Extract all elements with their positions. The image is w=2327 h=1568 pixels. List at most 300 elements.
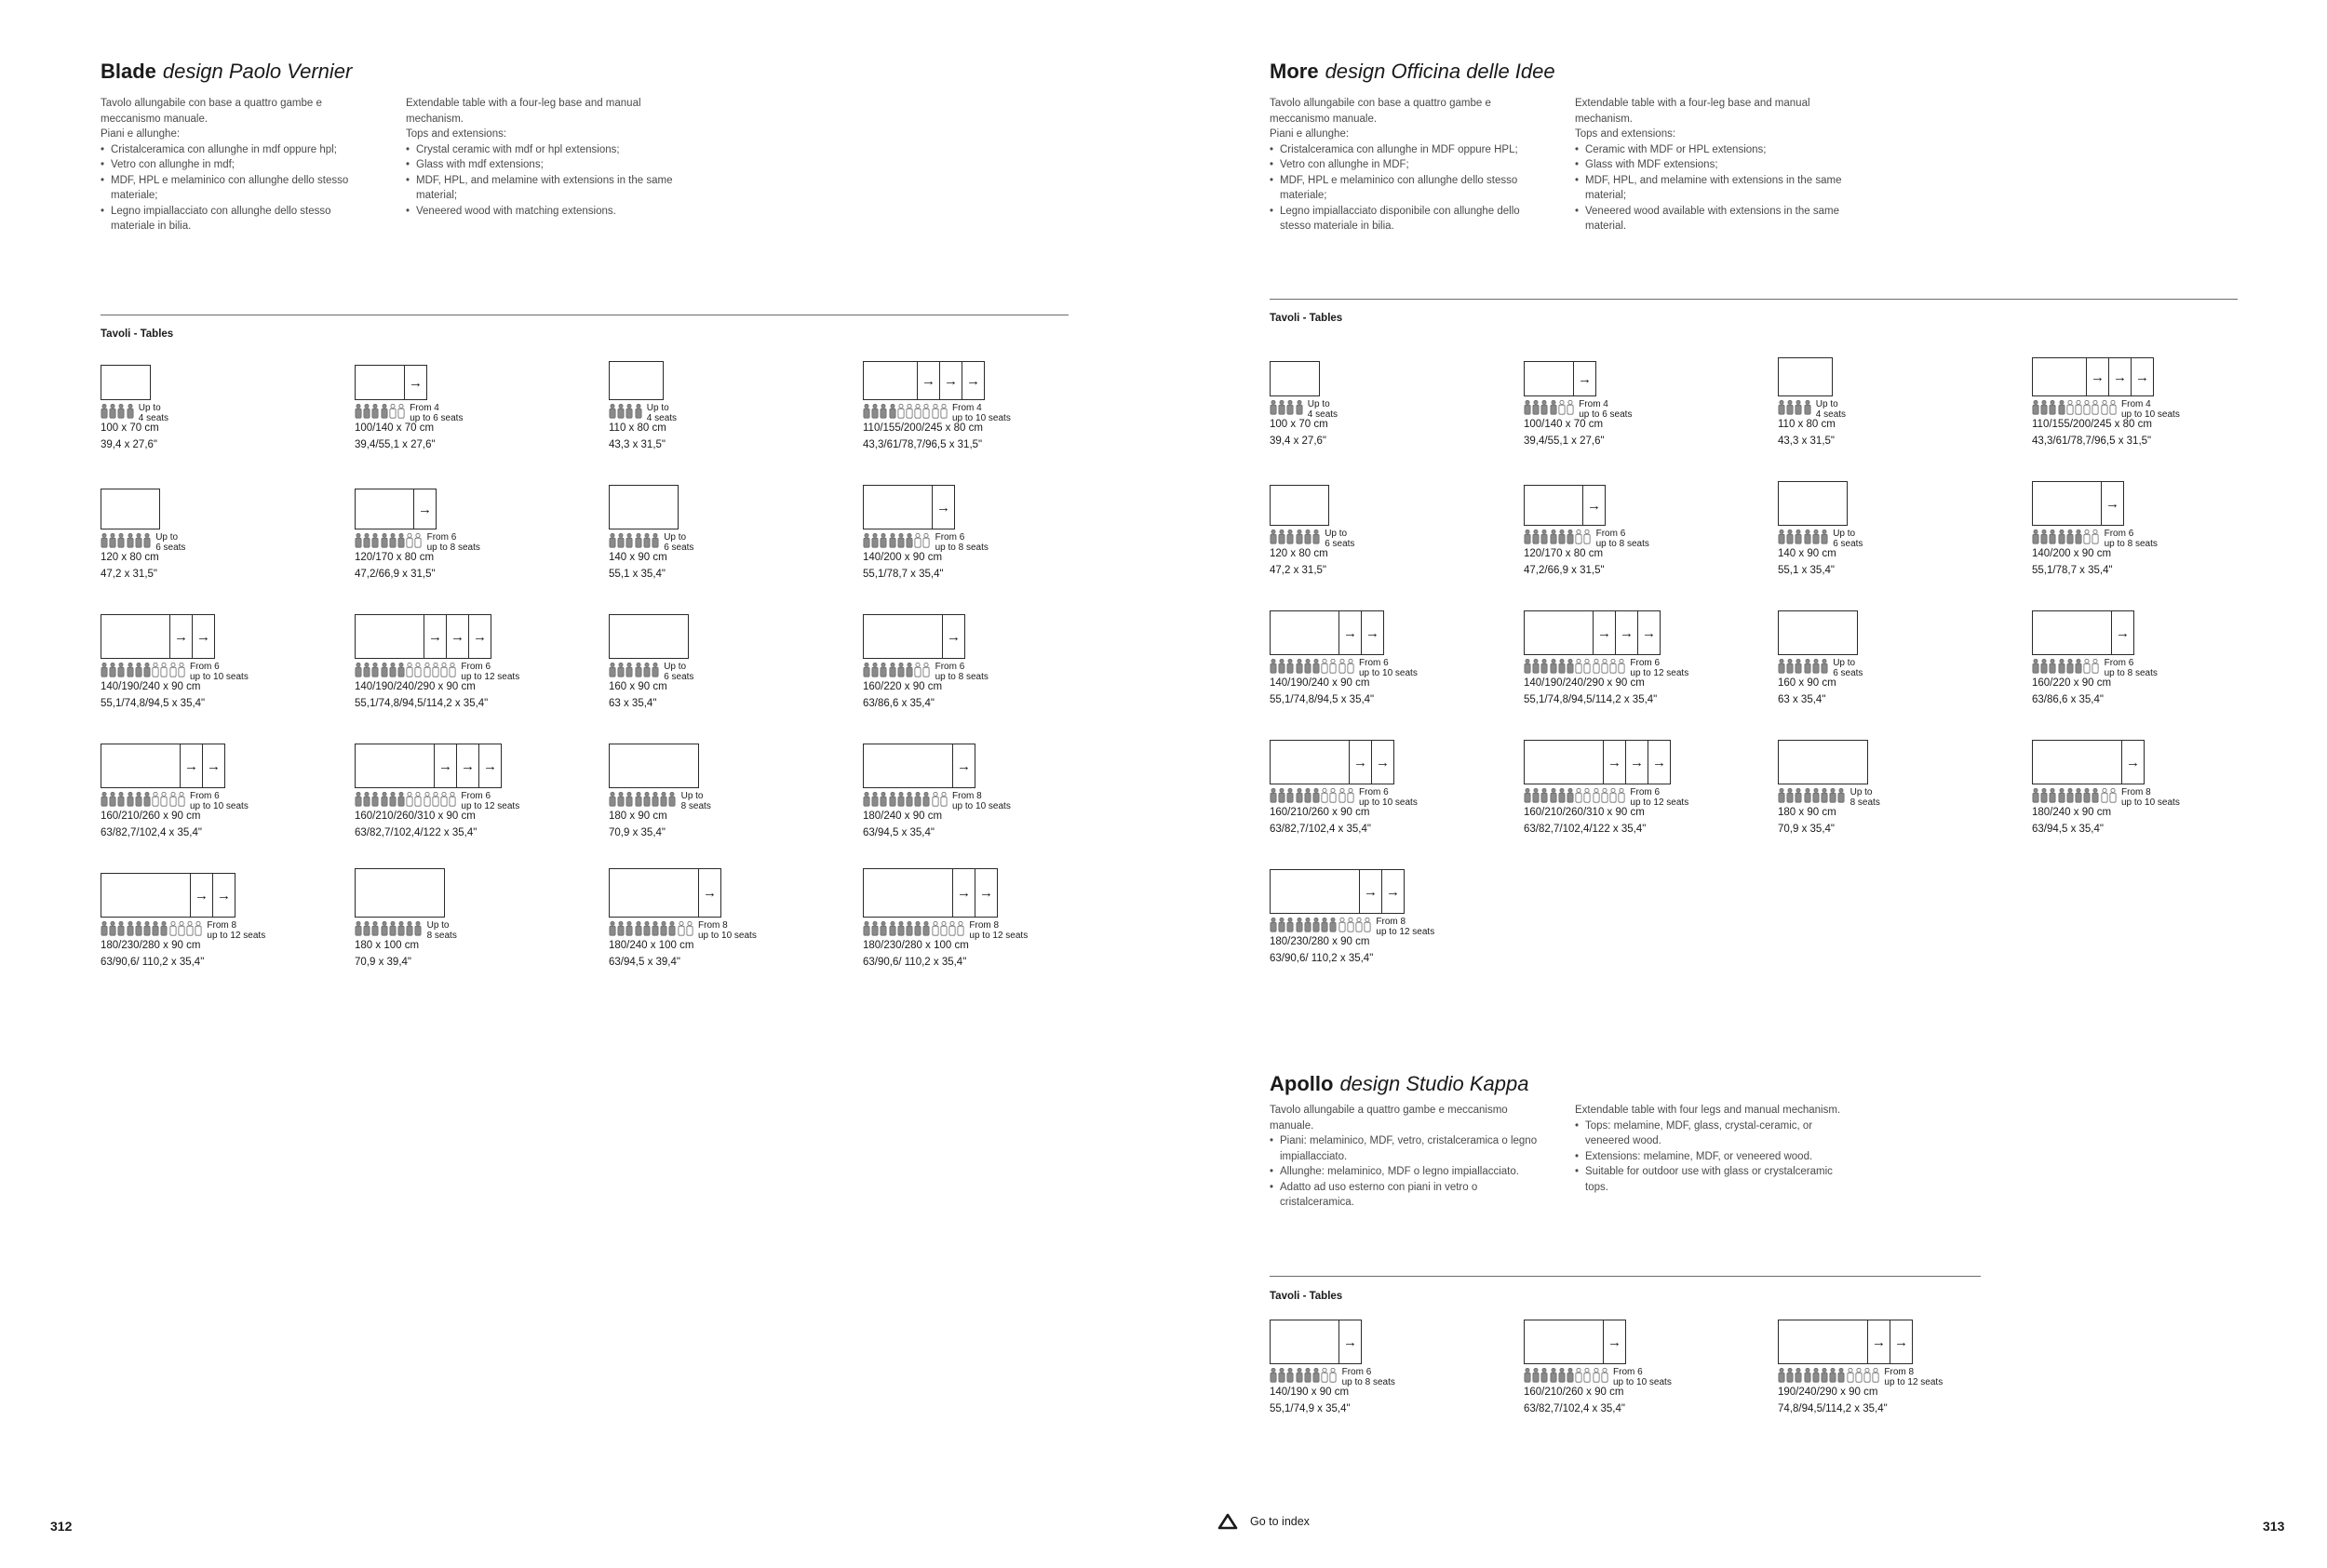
dimension-inch: 43,3/61/78,7/96,5 x 31,5" xyxy=(2032,436,2152,447)
table-top xyxy=(355,614,424,659)
extension-arrow-icon: → xyxy=(2122,740,2145,784)
seat-capacity-line: up to 8 seats xyxy=(1595,539,1649,549)
seat-capacity-line: up to 6 seats xyxy=(1579,409,1633,420)
desc-bullet: • Legno impiallacciato disponibile con allunghe dello stesso materiale in bilia. xyxy=(1270,204,1540,235)
seat-icon xyxy=(2083,400,2091,415)
seat-icon xyxy=(1786,400,1794,415)
seat-capacity-line: up to 8 seats xyxy=(2104,668,2158,678)
seat-icon xyxy=(1355,918,1363,932)
seat-icon xyxy=(880,663,887,677)
seat-icon xyxy=(2040,659,2048,674)
seat-icon xyxy=(609,921,616,936)
seat-capacity-line: Up to xyxy=(1833,529,1856,539)
dimension-cm: 140/190/240/290 x 90 cm xyxy=(1524,677,1645,689)
extension-arrow-icon: → xyxy=(1372,740,1394,784)
seat-icon xyxy=(381,663,388,677)
dimension-cm: 100 x 70 cm xyxy=(1270,419,1328,430)
seat-icon xyxy=(906,663,913,677)
seat-icon xyxy=(652,921,659,936)
seat-capacity-label xyxy=(2121,399,2180,420)
extension-arrow-icon: → xyxy=(457,744,479,788)
table-top xyxy=(355,868,445,918)
seat-icon xyxy=(152,921,159,936)
desc-bullet: • Vetro con allunghe in mdf; xyxy=(101,157,370,173)
seat-icons xyxy=(863,792,948,807)
product-name: Apollo xyxy=(1270,1072,1334,1095)
table-top xyxy=(1270,1320,1339,1364)
seat-capacity-line: Up to xyxy=(138,403,161,413)
seat-icon xyxy=(432,663,439,677)
seat-icon xyxy=(1270,918,1277,932)
seat-icons xyxy=(355,663,456,677)
seat-capacity-line: 4 seats xyxy=(646,413,678,423)
table-top xyxy=(1270,740,1350,784)
seat-icon xyxy=(389,921,397,936)
extension-arrow-icon: → xyxy=(405,365,427,400)
dimension-inch: 63 x 35,4" xyxy=(609,698,657,709)
seat-icon xyxy=(678,921,685,936)
seat-capacity-line: Up to xyxy=(1307,399,1330,409)
seat-icon xyxy=(178,792,185,807)
dimension-cm: 180/240 x 90 cm xyxy=(863,811,943,822)
seat-capacity-line: up to 8 seats xyxy=(426,543,480,553)
extension-arrow-icon: → xyxy=(213,873,235,918)
desc-line: Tops and extensions: xyxy=(406,128,507,140)
seat-icon xyxy=(643,792,651,807)
seat-icon xyxy=(397,921,405,936)
seat-icon xyxy=(414,792,422,807)
seat-icon xyxy=(397,533,405,548)
seat-icon xyxy=(660,921,667,936)
table-top xyxy=(863,614,943,659)
seat-capacity-line: up to 12 seats xyxy=(461,801,520,811)
triangle-icon xyxy=(1217,1513,1238,1530)
seat-icons xyxy=(101,921,202,936)
seat-icon xyxy=(1296,788,1303,803)
seat-capacity-line: From 6 xyxy=(426,532,457,543)
dimension-inch: 63/94,5 x 39,4" xyxy=(609,957,680,968)
seat-icon xyxy=(1304,918,1311,932)
extension-arrow-icon: → xyxy=(191,873,213,918)
desc-bullet: • Cristalceramica con allunghe in mdf oppure hpl; xyxy=(101,142,370,158)
seat-icon xyxy=(152,663,159,677)
seat-icon xyxy=(1312,918,1320,932)
seat-capacity-line: From 4 xyxy=(410,403,439,413)
table-top xyxy=(1524,740,1604,784)
table-top xyxy=(355,489,414,529)
dimension-inch: 43,3/61/78,7/96,5 x 31,5" xyxy=(863,439,983,450)
seat-icon xyxy=(160,792,168,807)
seat-icon xyxy=(101,533,108,548)
dimension-cm: 110/155/200/245 x 80 cm xyxy=(863,422,983,434)
desc-line: Piani e allunghe: xyxy=(101,128,181,140)
seat-capacity-line: up to 8 seats xyxy=(935,672,989,682)
extension-arrow-icon: → xyxy=(469,614,491,659)
seat-icons xyxy=(101,533,151,548)
seat-icon xyxy=(1540,529,1548,544)
seat-icon xyxy=(1609,659,1617,674)
seat-icon xyxy=(643,533,651,548)
dimension-cm: 140/190/240/290 x 90 cm xyxy=(355,681,476,692)
seat-icon xyxy=(1567,659,1574,674)
seat-icon xyxy=(1524,1368,1531,1383)
dimension-inch: 55,1/78,7 x 35,4" xyxy=(2032,565,2113,576)
extension-arrow-icon: → xyxy=(940,361,962,400)
seat-capacity-label xyxy=(969,920,1028,941)
seat-icon xyxy=(668,921,676,936)
go-to-index-link[interactable] xyxy=(1217,1513,1310,1530)
seat-capacity-label xyxy=(190,662,249,682)
seat-icon xyxy=(2066,659,2074,674)
seat-icon xyxy=(1804,788,1811,803)
seat-icon xyxy=(1575,788,1582,803)
extension-arrow-icon: → xyxy=(2087,357,2109,396)
desc-bullet: • Vetro con allunghe in MDF; xyxy=(1270,157,1540,173)
desc-bullet: • Legno impiallacciato con allunghe dello stesso materiale in bilia. xyxy=(101,204,370,235)
seat-icon xyxy=(1540,1368,1548,1383)
extension-arrow-icon: → xyxy=(1638,610,1661,655)
seat-icon xyxy=(1278,659,1285,674)
table-top xyxy=(1778,740,1868,784)
seat-icons xyxy=(355,792,456,807)
dimension-cm: 160/210/260 x 90 cm xyxy=(1524,1387,1624,1398)
seat-capacity-line: From 6 xyxy=(2104,658,2134,668)
seat-icon xyxy=(1286,400,1294,415)
seat-icon xyxy=(449,663,456,677)
seat-icon xyxy=(1778,788,1785,803)
seat-icon xyxy=(1778,1368,1785,1383)
seat-icon xyxy=(1575,659,1582,674)
seat-icon xyxy=(609,404,616,419)
table-top xyxy=(609,744,699,788)
seat-icon xyxy=(1540,400,1548,415)
seat-icon xyxy=(2075,659,2082,674)
seat-icon xyxy=(863,533,870,548)
seat-icon xyxy=(643,921,651,936)
extension-arrow-icon: → xyxy=(1604,1320,1626,1364)
seat-icon xyxy=(1575,1368,1582,1383)
seat-icon xyxy=(355,404,362,419)
dimension-inch: 55,1 x 35,4" xyxy=(1778,565,1835,576)
seat-icon xyxy=(1532,659,1540,674)
seat-icon xyxy=(1540,659,1548,674)
seat-icons xyxy=(355,533,422,548)
seat-icon xyxy=(1270,1368,1277,1383)
seat-capacity-line: up to 8 seats xyxy=(1341,1377,1395,1387)
dimension-cm: 110/155/200/245 x 80 cm xyxy=(2032,419,2152,430)
extension-arrow-icon: → xyxy=(1648,740,1671,784)
dimension-inch: 55,1/74,8/94,5 x 35,4" xyxy=(1270,694,1375,705)
seat-capacity-line: 6 seats xyxy=(664,672,694,682)
seat-capacity-line: up to 8 seats xyxy=(2104,539,2158,549)
seat-icon xyxy=(2040,529,2048,544)
seat-icon xyxy=(1804,529,1811,544)
seat-icon xyxy=(906,792,913,807)
seat-icon xyxy=(932,921,939,936)
table-top xyxy=(1778,357,1833,396)
seat-capacity-label xyxy=(461,662,519,682)
desc-bullets xyxy=(101,142,370,235)
seat-icons xyxy=(2032,659,2099,674)
seat-icons xyxy=(2032,788,2117,803)
extension-arrow-icon: → xyxy=(1604,740,1626,784)
seat-icon xyxy=(668,792,676,807)
seat-capacity-line: From 4 xyxy=(952,403,982,413)
seat-capacity-label xyxy=(1359,787,1418,808)
seat-icon xyxy=(1804,659,1811,674)
seat-icon xyxy=(897,663,905,677)
seat-capacity-line: From 8 xyxy=(969,920,1000,931)
seat-icon xyxy=(1821,659,1828,674)
dimension-cm: 160/210/260/310 x 90 cm xyxy=(1524,807,1645,818)
seat-icon xyxy=(1812,1368,1820,1383)
seat-icon xyxy=(2066,529,2074,544)
seat-icons xyxy=(355,921,422,936)
seat-icon xyxy=(617,404,625,419)
dimension-inch: 70,9 x 35,4" xyxy=(1778,824,1835,835)
seat-icon xyxy=(1593,1368,1600,1383)
desc-line: Extendable table with a four-leg base and manual mechanism. xyxy=(406,98,641,125)
desc-line: Extendable table with a four-leg base and manual mechanism. xyxy=(1575,98,1810,125)
desc-line: Tavolo allungabile con base a quattro gambe e meccanismo manuale. xyxy=(101,98,322,125)
seat-capacity-line: Up to xyxy=(664,532,687,543)
dimension-cm: 100/140 x 70 cm xyxy=(1524,419,1604,430)
seat-icon xyxy=(617,792,625,807)
seat-capacity-line: From 6 xyxy=(1359,787,1389,797)
seat-capacity-line: up to 12 seats xyxy=(1376,927,1435,937)
seat-icon xyxy=(2101,788,2108,803)
table-top xyxy=(101,489,160,529)
seat-icons xyxy=(1778,529,1828,544)
seat-icon xyxy=(2092,400,2099,415)
extension-arrow-icon: → xyxy=(1350,740,1372,784)
seat-icons xyxy=(863,533,930,548)
table-top xyxy=(1524,485,1583,526)
dimension-cm: 180 x 90 cm xyxy=(609,811,667,822)
seat-icons xyxy=(2032,529,2099,544)
seat-capacity-label xyxy=(664,662,693,682)
dimension-inch: 43,3 x 31,5" xyxy=(1778,436,1835,447)
description-italian xyxy=(1270,1103,1540,1211)
dimension-cm: 120/170 x 80 cm xyxy=(1524,548,1604,559)
seat-icon xyxy=(1795,529,1802,544)
table-top xyxy=(101,744,181,788)
product-name: More xyxy=(1270,60,1319,83)
seat-icon xyxy=(1786,1368,1794,1383)
extension-arrow-icon: → xyxy=(1574,361,1596,396)
seat-icon xyxy=(2075,788,2082,803)
seat-capacity-line: From 6 xyxy=(461,662,491,672)
seat-icon xyxy=(2066,788,2074,803)
desc-bullet: • Glass with MDF extensions; xyxy=(1575,157,1845,173)
seat-icon xyxy=(1583,659,1591,674)
extension-arrow-icon: → xyxy=(953,868,975,918)
seat-icon xyxy=(1321,788,1328,803)
seat-icon xyxy=(1296,529,1303,544)
extension-arrow-icon: → xyxy=(1626,740,1648,784)
extension-arrow-icon: → xyxy=(2112,610,2134,655)
seat-icon xyxy=(1567,1368,1574,1383)
seat-icon xyxy=(2083,659,2091,674)
seat-icon xyxy=(169,921,177,936)
tables-subheading: Tavoli - Tables xyxy=(1270,1291,1343,1302)
seat-icon xyxy=(922,792,930,807)
seat-icon xyxy=(1872,1368,1879,1383)
seat-icon xyxy=(2058,529,2065,544)
seat-icons xyxy=(1524,529,1591,544)
seat-capacity-line: 6 seats xyxy=(1833,668,1863,678)
seat-icon xyxy=(1855,1368,1863,1383)
dimension-inch: 55,1/74,9 x 35,4" xyxy=(1270,1403,1351,1414)
section-title xyxy=(1270,60,1555,84)
extension-arrow-icon: → xyxy=(1890,1320,1913,1364)
seat-icon xyxy=(889,533,896,548)
desc-bullets xyxy=(1575,142,1845,235)
seat-capacity-label xyxy=(2121,787,2180,808)
seat-icon xyxy=(135,663,142,677)
seat-icon xyxy=(1812,529,1820,544)
dimension-inch: 55,1 x 35,4" xyxy=(609,569,666,580)
seat-icon xyxy=(1312,788,1320,803)
seat-icons xyxy=(2032,400,2117,415)
seat-capacity-label xyxy=(1816,399,1846,420)
dimension-cm: 100 x 70 cm xyxy=(101,422,159,434)
table-top xyxy=(2032,481,2102,526)
seat-icon xyxy=(169,792,177,807)
dimension-inch: 55,1/78,7 x 35,4" xyxy=(863,569,944,580)
seat-icons xyxy=(1524,788,1625,803)
seat-icon xyxy=(371,663,379,677)
extension-arrow-icon: → xyxy=(1868,1320,1890,1364)
desc-bullet: • Adatto ad uso esterno con piani in vetro o cristalceramica. xyxy=(1270,1180,1540,1211)
seat-icon xyxy=(889,792,896,807)
seat-icon xyxy=(2058,659,2065,674)
seat-icon xyxy=(609,533,616,548)
seat-icon xyxy=(1609,788,1617,803)
seat-capacity-line: up to 10 seats xyxy=(952,413,1011,423)
seat-capacity-line: From 6 xyxy=(1613,1367,1643,1377)
seat-icon xyxy=(440,663,448,677)
dimension-cm: 180/240 x 100 cm xyxy=(609,940,694,951)
seat-icons xyxy=(1524,659,1625,674)
dimension-inch: 47,2/66,9 x 31,5" xyxy=(355,569,436,580)
desc-bullet: • Veneered wood with matching extensions. xyxy=(406,204,676,220)
seat-icon xyxy=(2049,659,2056,674)
seat-icon xyxy=(940,792,948,807)
seat-icon xyxy=(1347,788,1354,803)
seat-icon xyxy=(101,921,108,936)
seat-icon xyxy=(922,404,930,419)
seat-icon xyxy=(1312,529,1320,544)
seat-icon xyxy=(2058,400,2065,415)
seat-capacity-line: 6 seats xyxy=(1833,539,1863,549)
table-top xyxy=(1524,610,1594,655)
extension-arrow-icon: → xyxy=(918,361,940,400)
seat-icon xyxy=(371,921,379,936)
seat-icon xyxy=(1329,788,1337,803)
table-top xyxy=(1270,485,1329,526)
seat-icon xyxy=(1532,400,1540,415)
seat-capacity-line: 8 seats xyxy=(426,931,457,941)
seat-icon xyxy=(1786,529,1794,544)
seat-icon xyxy=(355,921,362,936)
seat-icon xyxy=(2109,788,2117,803)
seat-icon xyxy=(381,792,388,807)
dimension-inch: 70,9 x 39,4" xyxy=(355,957,411,968)
seat-icon xyxy=(635,663,642,677)
seat-icon xyxy=(1296,400,1303,415)
table-top xyxy=(1270,610,1339,655)
seat-icon xyxy=(169,663,177,677)
seat-icon xyxy=(1329,659,1337,674)
dimension-cm: 140/200 x 90 cm xyxy=(863,552,943,563)
seat-icon xyxy=(1558,529,1566,544)
seat-icon xyxy=(414,663,422,677)
desc-bullet: • Extensions: melamine, MDF, or veneered wood. xyxy=(1575,1149,1845,1165)
seat-icons xyxy=(101,404,134,419)
seat-icon xyxy=(1270,788,1277,803)
extension-arrow-icon: → xyxy=(1360,869,1382,914)
seat-capacity-line: up to 10 seats xyxy=(1359,797,1418,808)
seat-capacity-label xyxy=(681,791,711,811)
seat-icon xyxy=(1321,1368,1328,1383)
seat-icon xyxy=(1567,529,1574,544)
seat-icon xyxy=(880,533,887,548)
seat-capacity-line: From 6 xyxy=(190,662,220,672)
seat-capacity-label xyxy=(1325,529,1354,549)
seat-icon xyxy=(406,792,413,807)
dimension-cm: 140 x 90 cm xyxy=(1778,548,1836,559)
desc-line: Piani e allunghe: xyxy=(1270,128,1350,140)
dimension-cm: 190/240/290 x 90 cm xyxy=(1778,1387,1878,1398)
seat-icon xyxy=(1286,788,1294,803)
table-top xyxy=(2032,740,2122,784)
extension-arrow-icon: → xyxy=(1339,610,1362,655)
seat-icons xyxy=(1778,659,1828,674)
seat-icons xyxy=(1270,1368,1337,1383)
seat-icon xyxy=(2032,400,2039,415)
seat-capacity-label xyxy=(1850,787,1880,808)
seat-capacity-line: From 8 xyxy=(207,920,237,931)
dimension-cm: 180/240 x 90 cm xyxy=(2032,807,2112,818)
seat-capacity-label xyxy=(461,791,519,811)
seat-icon xyxy=(1270,400,1277,415)
seat-icon xyxy=(625,404,633,419)
seat-icon xyxy=(932,792,939,807)
seat-icon xyxy=(1329,1368,1337,1383)
seat-capacity-line: up to 10 seats xyxy=(698,931,757,941)
seat-icon xyxy=(432,792,439,807)
seat-capacity-label xyxy=(207,920,265,941)
seat-icon xyxy=(2040,788,2048,803)
seat-capacity-line: Up to xyxy=(680,791,704,801)
seat-icon xyxy=(1863,1368,1871,1383)
seat-capacity-line: 4 seats xyxy=(138,413,169,423)
seat-icon xyxy=(397,663,405,677)
seat-icon xyxy=(143,663,151,677)
seat-icon xyxy=(1804,1368,1811,1383)
seat-icon xyxy=(1778,659,1785,674)
seat-icon xyxy=(1550,788,1557,803)
seat-capacity-label xyxy=(952,791,1011,811)
seat-icon xyxy=(1618,788,1625,803)
seat-icon xyxy=(117,533,125,548)
seat-icon xyxy=(406,533,413,548)
seat-icon xyxy=(880,404,887,419)
seat-icon xyxy=(1338,659,1346,674)
seat-icon xyxy=(1304,659,1311,674)
seat-capacity-line: up to 12 seats xyxy=(969,931,1029,941)
